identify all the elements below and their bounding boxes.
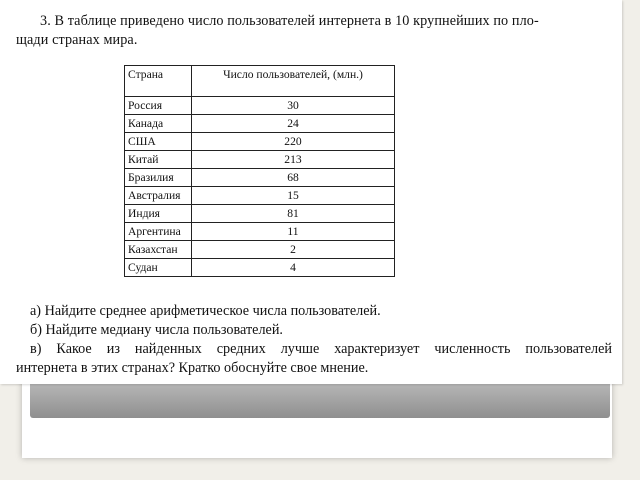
table-header-row: [125, 66, 395, 97]
country-cell: Китай: [125, 151, 192, 169]
header-users: Число пользователей, (млн.): [192, 66, 395, 97]
country-cell: Австралия: [125, 187, 192, 205]
users-cell: 4: [192, 259, 395, 277]
country-cell: Казахстан: [125, 241, 192, 259]
users-cell: 213: [192, 151, 395, 169]
country-cell: Судан: [125, 259, 192, 277]
users-cell: 220: [192, 133, 395, 151]
users-cell: 15: [192, 187, 395, 205]
table-row: [125, 115, 395, 133]
table-row: [125, 187, 395, 205]
country-cell: Канада: [125, 115, 192, 133]
table-row: [125, 151, 395, 169]
table-row: [125, 97, 395, 115]
task-statement-line-1: 3. В таблице приведено число пользователей интернета в 10 крупнейших по пло-: [40, 13, 539, 29]
questions-block: [16, 302, 612, 378]
table-row: [125, 223, 395, 241]
question-c-line-2: интернета в этих странах? Кратко обоснуйте свое мнение.: [16, 360, 369, 376]
users-cell: 11: [192, 223, 395, 241]
table-row: [125, 133, 395, 151]
question-a: а) Найдите среднее арифметическое числа пользователей.: [30, 303, 381, 319]
header-country: Страна: [125, 66, 192, 97]
users-cell: 2: [192, 241, 395, 259]
country-cell: Бразилия: [125, 169, 192, 187]
country-cell: Индия: [125, 205, 192, 223]
users-cell: 30: [192, 97, 395, 115]
table-row: [125, 169, 395, 187]
country-cell: Россия: [125, 97, 192, 115]
internet-users-table: [124, 65, 395, 277]
table-row: [125, 241, 395, 259]
question-c-line-1: в) Какое из найденных средних лучше характеризует численность пользователей: [30, 341, 612, 357]
table-row: [125, 205, 395, 223]
task-statement: [16, 12, 612, 50]
users-cell: 81: [192, 205, 395, 223]
users-cell: 24: [192, 115, 395, 133]
country-cell: Аргентина: [125, 223, 192, 241]
table-row: [125, 259, 395, 277]
users-cell: 68: [192, 169, 395, 187]
country-cell: США: [125, 133, 192, 151]
question-b: б) Найдите медиану числа пользователей.: [30, 322, 283, 338]
task-statement-line-2: щади странах мира.: [16, 32, 138, 48]
